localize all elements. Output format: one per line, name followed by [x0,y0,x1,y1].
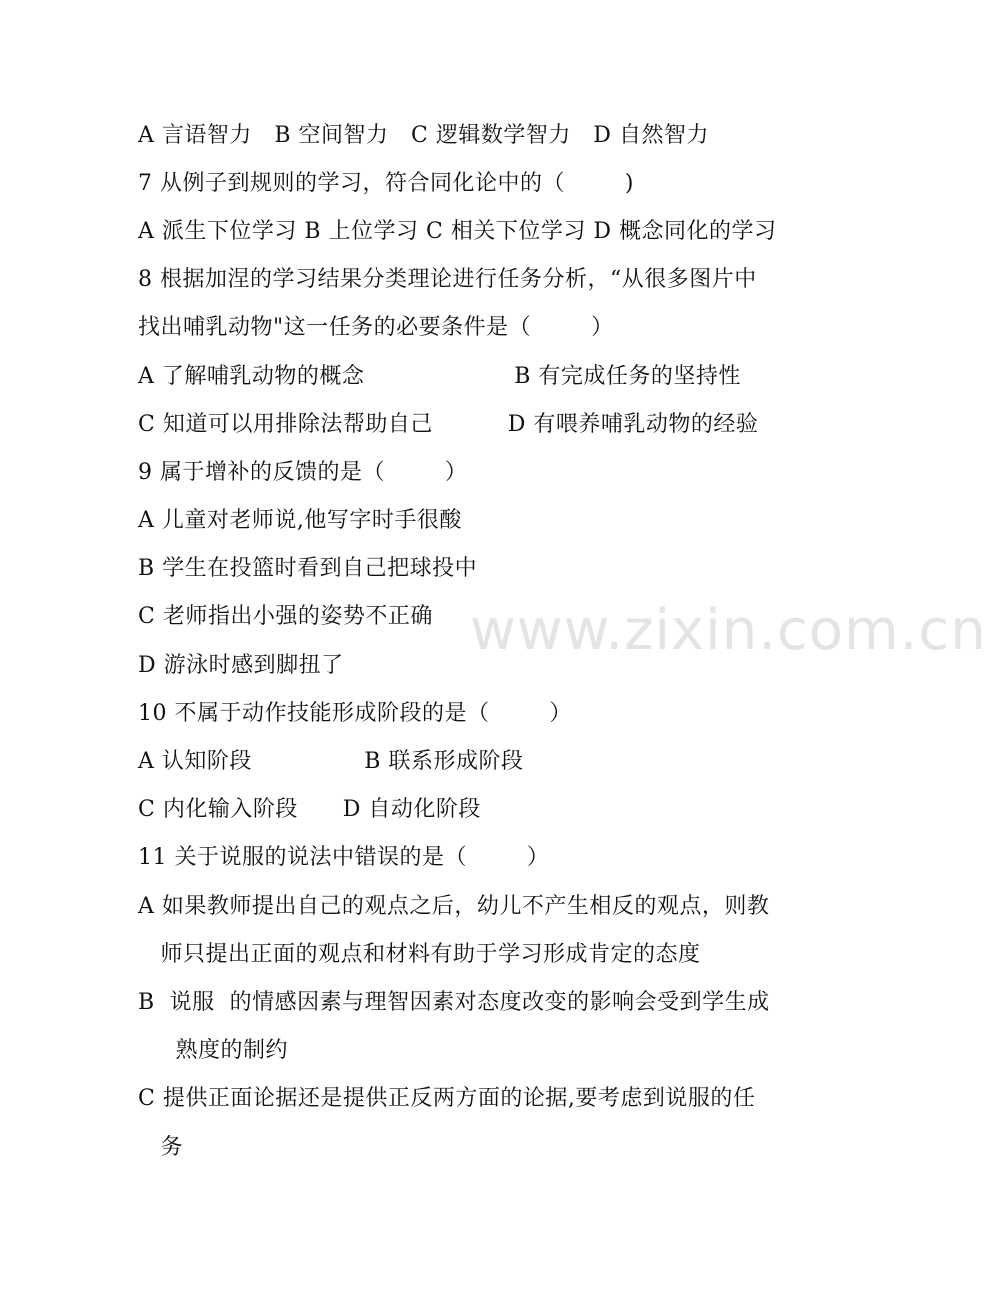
q9-option-a: A 儿童对老师说,他写字时手很酸 [138,508,462,533]
q10-options-cd: C 内化输入阶段 D 自动化阶段 [138,797,481,822]
q7-options: A 派生下位学习 B 上位学习 C 相关下位学习 D 概念同化的学习 [138,219,777,244]
q11-option-a-line-2: 师只提出正面的观点和材料有助于学习形成肯定的态度 [138,942,701,967]
q11-option-b-line-2: 熟度的制约 [138,1038,288,1063]
q9-option-b: B 学生在投篮时看到自己把球投中 [138,556,478,581]
q9-option-d: D 游泳时感到脚扭了 [138,653,344,678]
q8-options-ab: A 了解哺乳动物的概念 B 有完成任务的坚持性 [138,364,741,389]
q11-option-c-line-1: C 提供正面论据还是提供正反两方面的论据,要考虑到说服的任 [138,1086,756,1111]
q8-question-line-2: 找出哺乳动物"这一任务的必要条件是（ ） [138,315,614,340]
q11-question: 11 关于说服的说法中错误的是（ ） [138,845,550,870]
q9-question: 9 属于增补的反馈的是（ ） [138,460,468,485]
q8-options-cd: C 知道可以用排除法帮助自己 D 有喂养哺乳动物的经验 [138,412,759,437]
q6-options: A 言语智力 B 空间智力 C 逻辑数学智力 D 自然智力 [138,123,709,148]
q11-option-c-line-2: 务 [138,1135,183,1160]
q8-question-line-1: 8 根据加涅的学习结果分类理论进行任务分析，“从很多图片中 [138,267,757,292]
q10-options-ab: A 认知阶段 B 联系形成阶段 [138,749,524,774]
q11-option-a-line-1: A 如果教师提出自己的观点之后，幼儿不产生相反的观点，则教 [138,894,770,919]
q10-question: 10 不属于动作技能形成阶段的是（ ） [138,701,572,726]
q9-option-c: C 老师指出小强的姿势不正确 [138,604,433,629]
q11-option-b-line-1: B 说服 的情感因素与理智因素对态度改变的影响会受到学生成 [138,990,770,1015]
q7-question: 7 从例子到规则的学习，符合同化论中的（ ) [138,171,635,196]
watermark: www.zixin.com.cn [470,598,987,663]
